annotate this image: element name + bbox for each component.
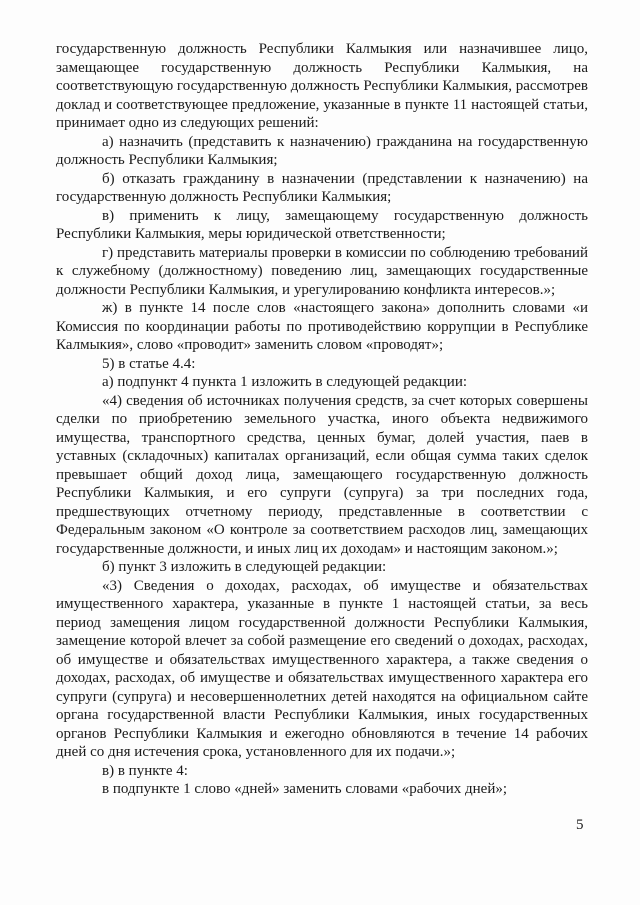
paragraph-item-v: в) применить к лицу, замещающему государственную должность Республики Калмыкия, меры юридической ответственности; bbox=[56, 207, 588, 242]
paragraph-item-zh: ж) в пункте 14 после слов «настоящего закона» дополнить словами «и Комиссия по координации работы по противодействию коррупции в Республике Калмыкия», слово «проводит» заменить словом «проводят»; bbox=[56, 300, 588, 353]
paragraph-article-4-4: 5) в статье 4.4: bbox=[102, 355, 196, 372]
paragraph-subitem-b: б) пункт 3 изложить в следующей редакции: bbox=[102, 559, 387, 575]
paragraph-quote-4: «4) сведения об источниках получения средств, за счет которых совершены сделки по приобретению земельного участка, иного объекта недвижимого имущества, транспортного средства, ценных бумаг, долей участия, паев в уставных (складочных) капиталах организаций, если общая сумма таких сделок превышает общий доход лица, замещающего государственную должность Республики Калмыкия, и его супруги (супруга) за три последних года, предшествующих отчетному периоду, представленные в соответствии с Федеральным законом «О контроле за соответствием расходов лиц, замещающих государственные должности, и иных лиц их доходам» и настоящим законом.»; bbox=[56, 392, 588, 557]
paragraph-subitem-a: а) подпункт 4 пункта 1 изложить в следующей редакции: bbox=[102, 374, 468, 390]
paragraph-item-a: а) назначить (представить к назначению) гражданина на государственную должность Республики Калмыкия; bbox=[56, 133, 588, 168]
page-number: 5 bbox=[576, 817, 584, 833]
paragraph-subitem-v: в) в пункте 4: bbox=[102, 762, 188, 779]
paragraph-subpoint-1: в подпункте 1 слово «дней» заменить словами «рабочих дней»; bbox=[102, 781, 508, 797]
paragraph-quote-3: «3) Сведения о доходах, расходах, об имуществе и обязательствах имущественного характера, указанные в пункте 1 настоящей статьи, за весь период замещения лицом государственной должности Республики Калмыкия, замещение которой влечет за собой размещение его сведений о доходах, расходах, об имуществе и обязательствах имущественного характера, а также сведения о доходах, расходах, об имуществе и обязательствах имущественного характера его супруги (супруга) и несовершеннолетних детей находятся на официальном сайте органа государственной власти Республики Калмыкия, иных государственных органов Республики Калмыкия и ежегодно обновляются в течение 14 рабочих дней со дня истечения срока, установленного для их подачи.»; bbox=[56, 577, 588, 760]
document-body bbox=[56, 40, 588, 799]
paragraph-continuation: государственную должность Республики Калмыкия или назначившее лицо, замещающее государственную должность Республики Калмыкия, на соответствующую государственную должность Республики Калмыкия, рассмотрев доклад и соответствующее предложение, указанные в пункте 11 настоящей статьи, принимает одно из следующих решений: bbox=[56, 41, 588, 131]
paragraph-item-b: б) отказать гражданину в назначении (представлении к назначению) на государственную должность Республики Калмыкия; bbox=[56, 170, 588, 205]
paragraph-item-g: г) представить материалы проверки в комиссии по соблюдению требований к служебному (должностному) поведению лиц, замещающих государственные должности Республики Калмыкия, и урегулированию конфликта интересов.»; bbox=[56, 244, 588, 298]
